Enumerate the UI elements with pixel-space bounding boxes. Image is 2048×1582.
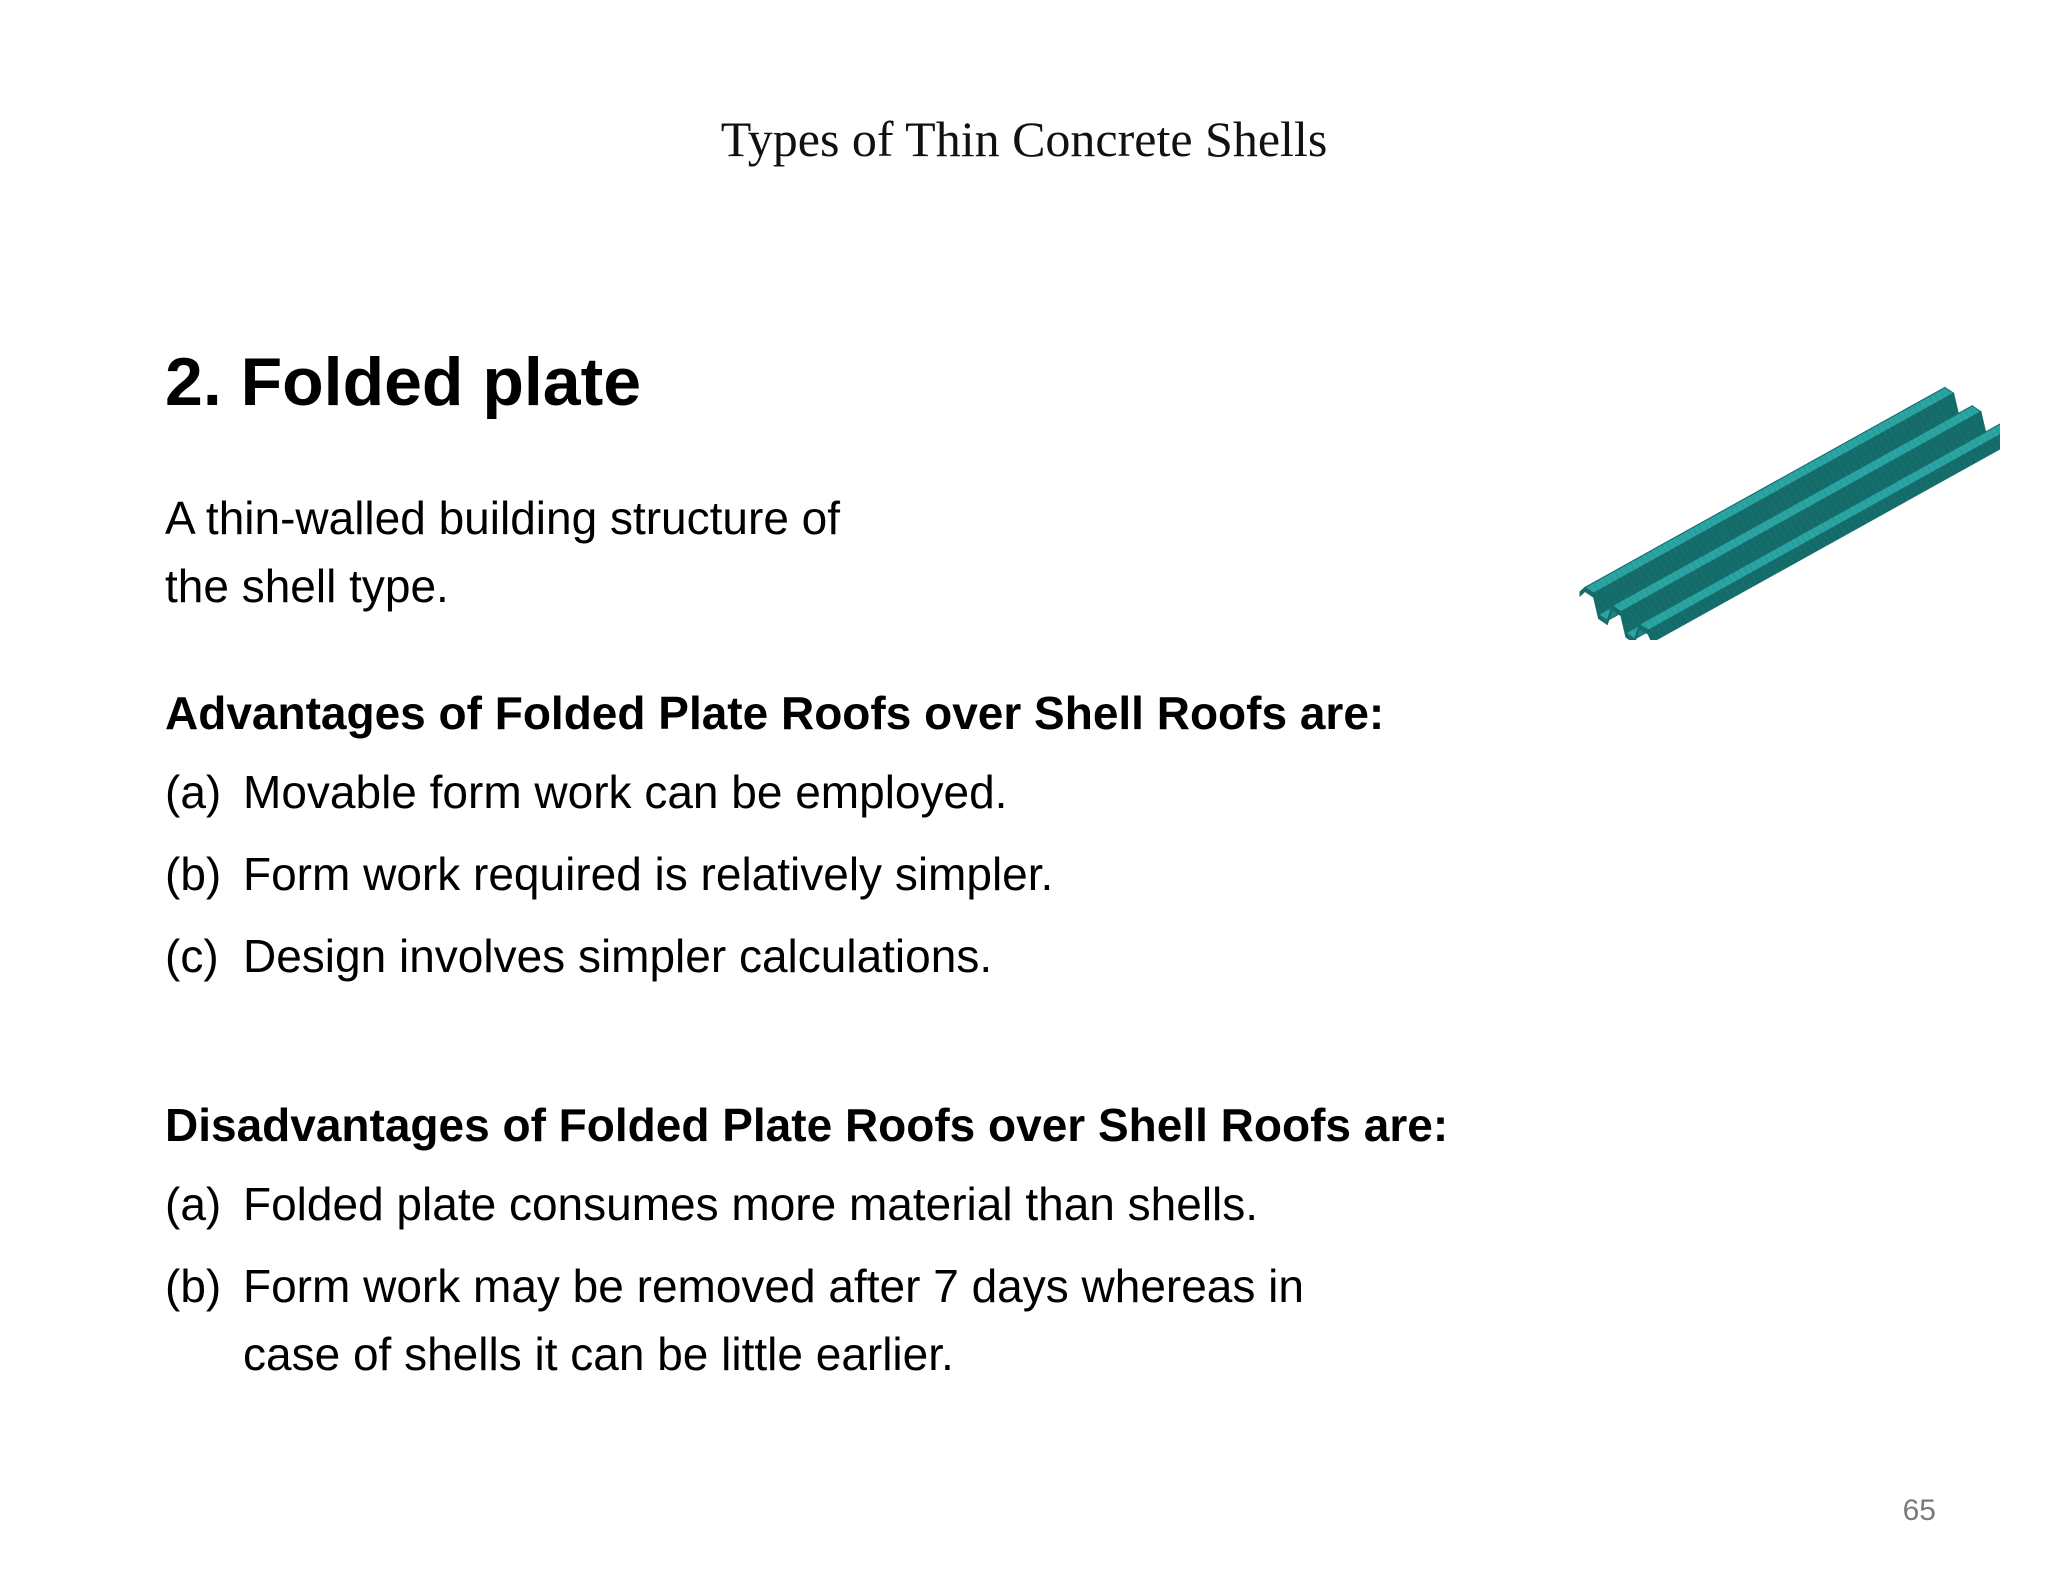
page-number: 65 — [1902, 1494, 1936, 1527]
list-item — [165, 922, 1585, 990]
list-item-text — [243, 758, 1585, 826]
section-heading: 2. Folded plate — [165, 344, 642, 420]
advantages-section — [165, 680, 1585, 1004]
folded-plate-roof-illustration-icon — [1560, 370, 2000, 640]
roof-face-texture — [1612, 406, 1981, 612]
list-item-line: Movable form work can be employed. — [243, 766, 1008, 818]
list-item-text — [243, 922, 1585, 990]
roof-face-texture — [1594, 393, 1959, 614]
disadvantages-heading: Disadvantages of Folded Plate Roofs over Shell Roofs are: — [165, 1099, 1449, 1151]
intro-line: A thin-walled building structure of — [165, 492, 841, 544]
list-item-line: Form work may be removed after 7 days whereas in — [243, 1260, 1304, 1312]
list-item-line: Folded plate consumes more material than shells. — [243, 1178, 1259, 1230]
intro-text — [165, 484, 1025, 620]
list-marker: (b) — [165, 1260, 222, 1312]
list-item-text — [243, 1252, 1585, 1388]
roof-faces — [1580, 387, 2000, 640]
list-item-line: case of shells it can be little earlier. — [243, 1328, 954, 1380]
list-item — [165, 1252, 1585, 1388]
folded-plate-svg — [1560, 370, 2000, 640]
slide-title: Types of Thin Concrete Shells — [720, 111, 1328, 167]
advantages-list — [165, 758, 1585, 990]
list-item-text — [243, 1170, 1585, 1238]
list-marker: (a) — [165, 1178, 222, 1230]
list-marker: (c) — [165, 930, 219, 982]
roof-face-texture — [1621, 412, 1986, 633]
list-item — [165, 1170, 1585, 1238]
list-marker: (b) — [165, 848, 222, 900]
list-item — [165, 758, 1585, 826]
advantages-heading: Advantages of Folded Plate Roofs over Shell Roofs are: — [165, 687, 1385, 739]
intro-line: the shell type. — [165, 560, 449, 612]
list-marker: (a) — [165, 766, 222, 818]
list-item-line: Design involves simpler calculations. — [243, 930, 993, 982]
list-item-text — [243, 840, 1585, 908]
list-item-line: Form work required is relatively simpler. — [243, 848, 1054, 900]
disadvantages-section — [165, 1092, 1585, 1402]
list-item — [165, 840, 1585, 908]
disadvantages-list — [165, 1170, 1585, 1388]
